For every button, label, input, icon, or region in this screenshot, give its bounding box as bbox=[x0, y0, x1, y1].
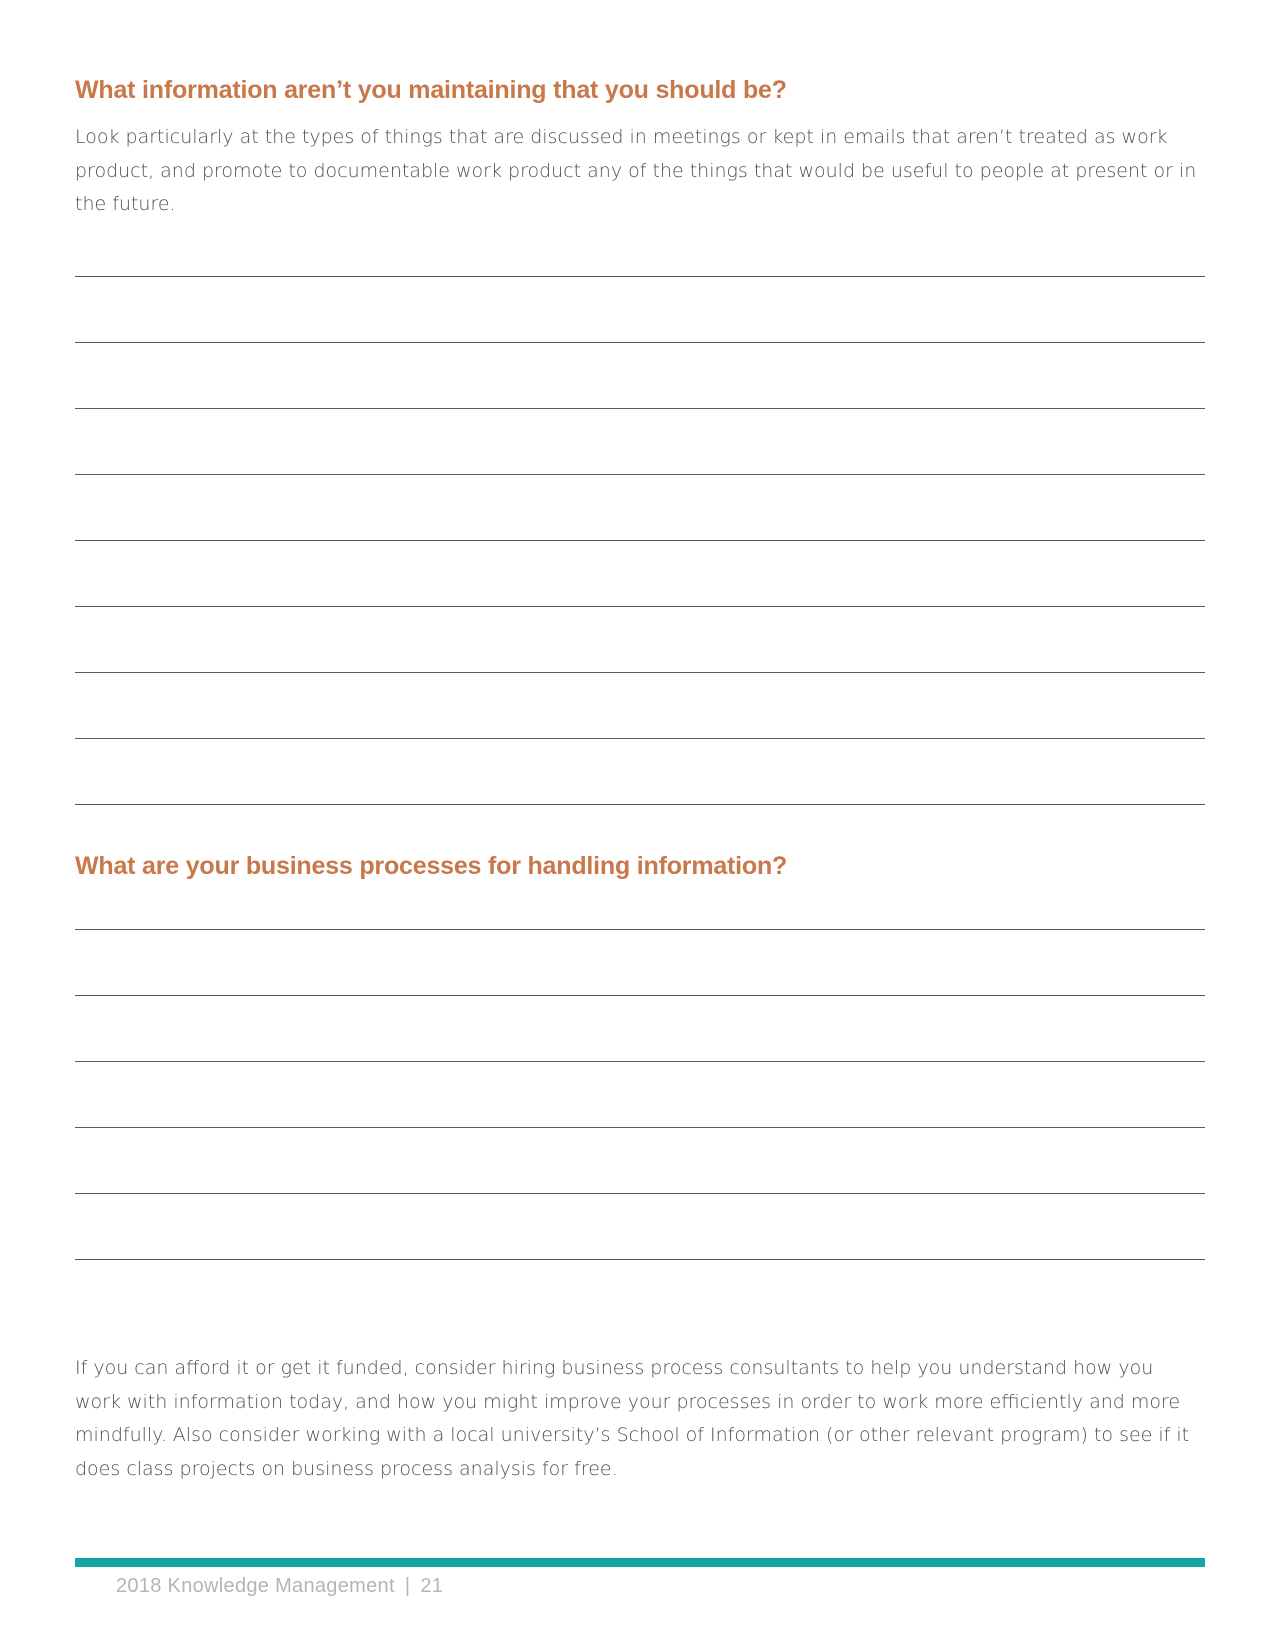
section-body-maintaining: Look particularly at the types of things that are discussed in meetings or kept in emails that aren’t treated as work product, and promote to documentable work product any of the things that would be useful to people at present or in the future. bbox=[75, 126, 1197, 215]
answer-line[interactable] bbox=[75, 1193, 1205, 1194]
answer-line[interactable] bbox=[75, 1061, 1205, 1062]
answer-line[interactable] bbox=[75, 1259, 1205, 1260]
answer-line[interactable] bbox=[75, 474, 1205, 475]
answer-line[interactable] bbox=[75, 1127, 1205, 1128]
answer-line[interactable] bbox=[75, 995, 1205, 996]
answer-line[interactable] bbox=[75, 276, 1205, 277]
footer-accent-bar bbox=[75, 1558, 1205, 1567]
answer-line[interactable] bbox=[75, 606, 1205, 607]
footer-document-title: 2018 Knowledge Management bbox=[116, 1575, 395, 1597]
page-footer bbox=[116, 1575, 443, 1598]
answer-line[interactable] bbox=[75, 738, 1205, 739]
answer-line[interactable] bbox=[75, 408, 1205, 409]
answer-line[interactable] bbox=[75, 342, 1205, 343]
section-heading-maintaining: What information aren’t you maintaining that you should be? bbox=[75, 76, 787, 104]
closing-paragraph: If you can afford it or get it funded, consider hiring business process consultants to help you understand how you work with information today, and how you might improve your processes in order to work more efficiently and more mindfully. Also consider working with a local university’s School of Information (or other relevant program) to see if it does class projects on business process analysis for free. bbox=[75, 1357, 1190, 1480]
footer-page-number: 21 bbox=[420, 1575, 444, 1597]
answer-line[interactable] bbox=[75, 929, 1205, 930]
answer-line[interactable] bbox=[75, 672, 1205, 673]
answer-line[interactable] bbox=[75, 540, 1205, 541]
footer-separator: | bbox=[404, 1575, 411, 1597]
answer-line[interactable] bbox=[75, 804, 1205, 805]
section-heading-business-processes: What are your business processes for handling information? bbox=[75, 852, 788, 880]
